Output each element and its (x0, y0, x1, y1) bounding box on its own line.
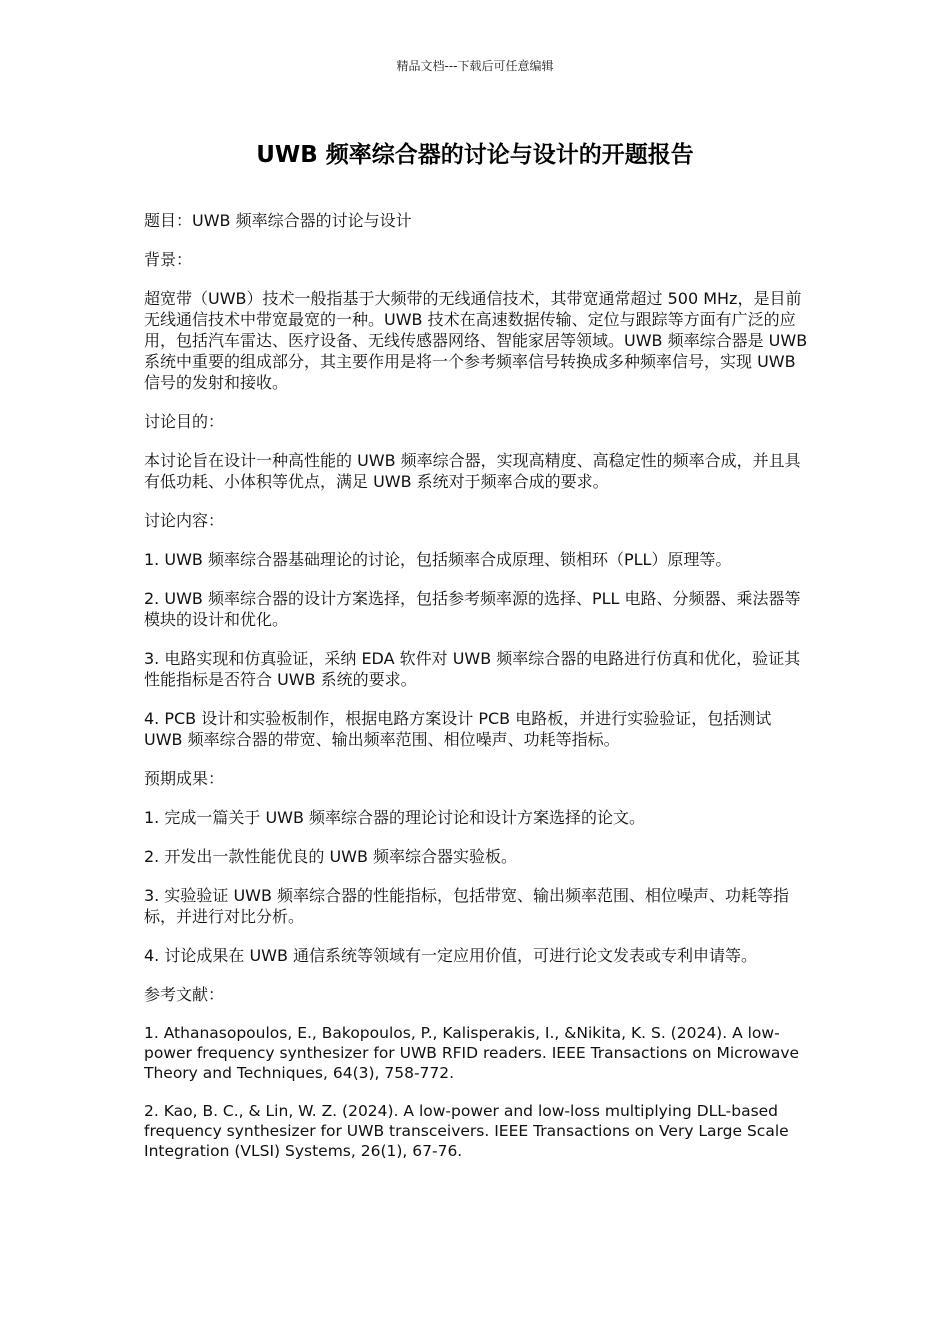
result-item: 2. 开发出一款性能优良的 UWB 频率综合器实验板。 (144, 847, 518, 866)
purpose-paragraph: 本讨论旨在设计一种高性能的 UWB 频率综合器，实现高精度、高稳定性的频率合成，并且具有低功耗、小体积等优点，满足 UWB 系统对于频率合成的要求。 (144, 451, 801, 491)
content-item: 1. UWB 频率综合器基础理论的讨论，包括频率合成原理、锁相环（PLL）原理等。 (144, 550, 732, 569)
content-item: 4. PCB 设计和实验板制作，根据电路方案设计 PCB 电路板，并进行实验验证，包括测试 UWB 频率综合器的带宽、输出频率范围、相位噪声、功耗等指标。 (144, 709, 772, 749)
document-body (144, 210, 814, 1179)
result-item: 4. 讨论成果在 UWB 通信系统等领域有一定应用价值，可进行论文发表或专利申请等。 (144, 946, 758, 965)
result-item: 1. 完成一篇关于 UWB 频率综合器的理论讨论和设计方案选择的论文。 (144, 808, 646, 827)
content-item: 2. UWB 频率综合器的设计方案选择，包括参考频率源的选择、PLL 电路、分频器、乘法器等模块的设计和优化。 (144, 589, 801, 629)
purpose-heading: 讨论目的： (144, 412, 225, 431)
references-heading: 参考文献： (144, 985, 225, 1004)
header-note: 精品文档---下载后可任意编辑 (396, 59, 554, 73)
background-paragraph: 超宽带（UWB）技术一般指基于大频带的无线通信技术，其带宽通常超过 500 MHz，是目前无线通信技术中带宽最宽的一种。UWB 技术在高速数据传输、定位与跟踪等方面有广泛的应用，包括汽车雷达、医疗设备、无线传感器网络、智能家居等领域。UWB 频率综合器是 UWB 系统中重要的组成部分，其主要作用是将一个参考频率信号转换成多种频率信号，实现 UWB 信号的发射和接收。 (144, 289, 808, 392)
topic-line: 题目：UWB 频率综合器的讨论与设计 (144, 211, 412, 230)
document-title: UWB 频率综合器的讨论与设计的开题报告 (256, 142, 694, 168)
result-item: 3. 实验验证 UWB 频率综合器的性能指标，包括带宽、输出频率范围、相位噪声、功耗等指标，并进行对比分析。 (144, 886, 790, 926)
content-item: 3. 电路实现和仿真验证，采纳 EDA 软件对 UWB 频率综合器的电路进行仿真和优化，验证其性能指标是否符合 UWB 系统的要求。 (144, 649, 801, 689)
reference-entry: 2. Kao, B. C., & Lin, W. Z. (2024). A low-power and low-loss multiplying DLL-based frequency synthesizer for UWB transceivers. IEEE Transactions on Very Large Scale Integration (VLSI) Systems, 26(1), 67-76. (144, 1102, 789, 1160)
results-heading: 预期成果： (144, 769, 225, 788)
content-heading: 讨论内容： (144, 511, 225, 530)
reference-entry: 1. Athanasopoulos, E., Bakopoulos, P., Kalisperakis, I., &Nikita, K. S. (2024). A low-power frequency synthesizer for UWB RFID readers. IEEE Transactions on Microwave Theory and Techniques, 64(3), 758-772. (144, 1024, 800, 1082)
background-heading: 背景： (144, 250, 193, 269)
